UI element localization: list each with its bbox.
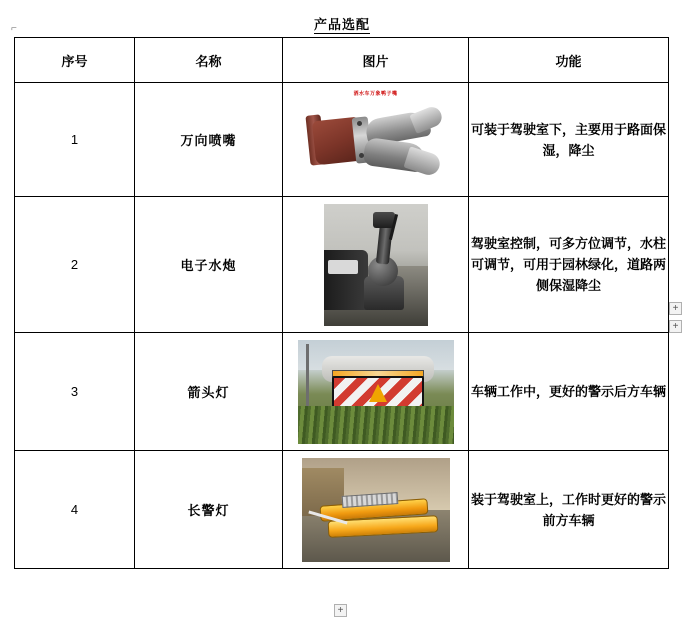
row-image-cell: [283, 333, 469, 451]
table-row: [15, 197, 669, 333]
pole-shape: [306, 344, 309, 408]
row-index: 3: [15, 333, 135, 451]
nozzle-lower-tip-shape: [403, 146, 442, 177]
universal-nozzle-photo: [302, 89, 450, 191]
insert-row-button[interactable]: +: [334, 604, 347, 617]
grass-shape: [298, 406, 454, 444]
page-title: [0, 14, 684, 33]
electronic-water-cannon-photo: [324, 204, 428, 326]
row-index: 2: [15, 197, 135, 333]
insert-column-button-2[interactable]: +: [669, 320, 682, 333]
photo-caption: 洒水车万象鸭子嘴: [353, 90, 398, 97]
row-name: 长警灯: [135, 451, 283, 569]
row-function: 装于驾驶室上，工作时更好的警示前方车辆: [469, 451, 669, 569]
column-header-function: 功能: [469, 38, 669, 83]
row-function: 可装于驾驶室下，主要用于路面保湿，降尘: [469, 83, 669, 197]
row-name: 箭头灯: [135, 333, 283, 451]
column-header-image: 图片: [283, 38, 469, 83]
product-options-table: [14, 37, 669, 569]
truck-body-shape: [324, 250, 368, 310]
arrow-light-board-photo: [298, 340, 454, 444]
row-index: 4: [15, 451, 135, 569]
table-row: [15, 83, 669, 197]
row-function: 车辆工作中，更好的警示后方车辆: [469, 333, 669, 451]
table-row: [15, 333, 669, 451]
row-image-cell: [283, 197, 469, 333]
table-row: [15, 451, 669, 569]
arrow-icon: [369, 384, 387, 402]
bolt-icon: [357, 121, 362, 126]
page-title-text: 产品选配: [313, 17, 370, 32]
bolt-icon: [359, 153, 364, 158]
table-move-handle-icon[interactable]: ⌐: [11, 23, 17, 34]
column-header-name: 名称: [135, 38, 283, 83]
nozzle-upper-tip-shape: [409, 104, 444, 134]
long-warning-light-bar-photo: [302, 458, 450, 562]
row-function: 驾驶室控制，可多方位调节，水柱可调节，可用于园林绿化，道路两侧保湿降尘: [469, 197, 669, 333]
row-index: 1: [15, 83, 135, 197]
arrow-board-shape: [332, 376, 424, 410]
panel-shape: [328, 260, 358, 274]
row-image-cell: [283, 451, 469, 569]
row-name: 电子水炮: [135, 197, 283, 333]
row-image-cell: [283, 83, 469, 197]
table-header-row: [15, 38, 669, 83]
row-name: 万向喷嘴: [135, 83, 283, 197]
column-header-index: 序号: [15, 38, 135, 83]
insert-column-button-1[interactable]: +: [669, 302, 682, 315]
